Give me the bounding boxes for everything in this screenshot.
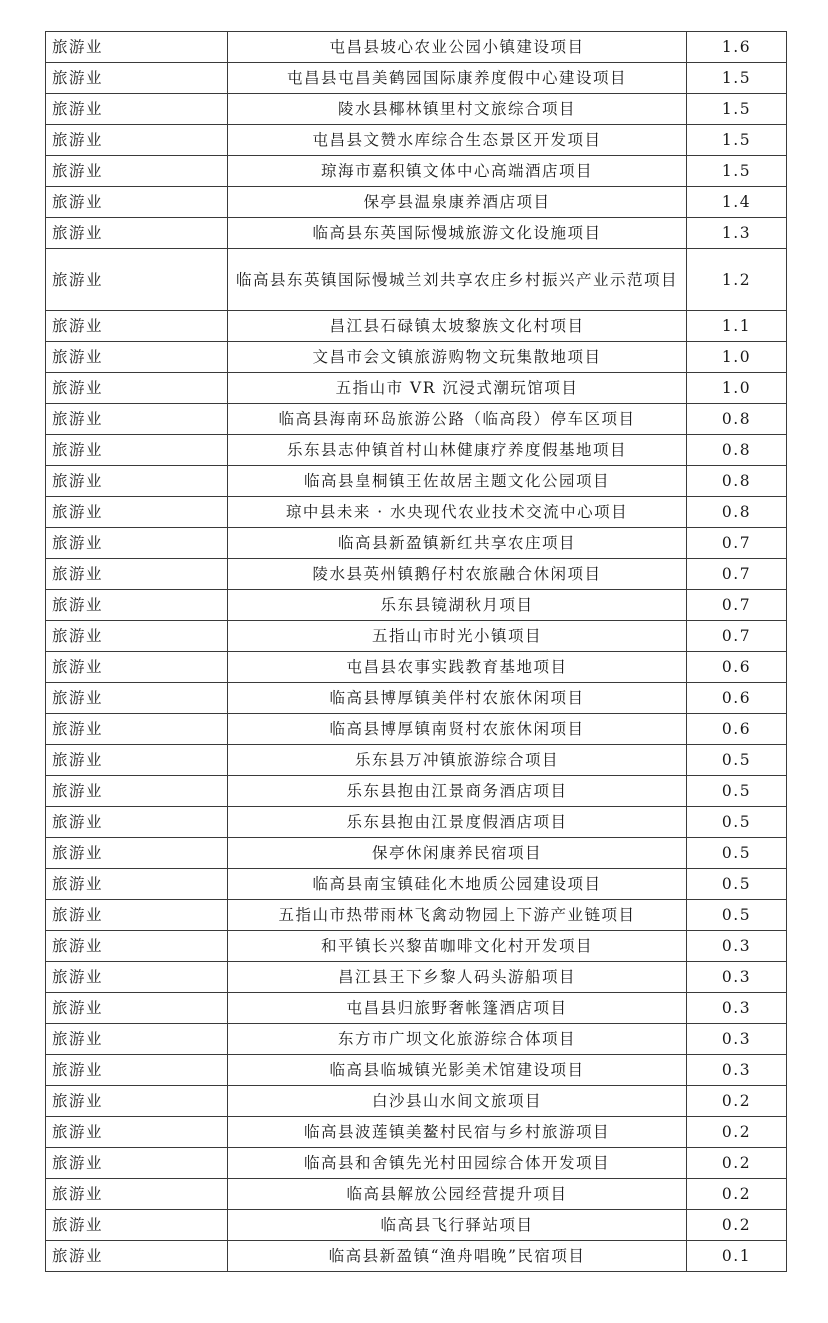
investment-cell: 1.6 xyxy=(687,32,787,63)
project-name-cell: 临高县东英国际慢城旅游文化设施项目 xyxy=(228,218,687,249)
project-name-cell: 临高县博厚镇南贤村农旅休闲项目 xyxy=(228,714,687,745)
table-body xyxy=(46,32,787,1272)
industry-cell: 旅游业 xyxy=(46,1117,228,1148)
table-row xyxy=(46,94,787,125)
investment-cell: 0.2 xyxy=(687,1210,787,1241)
project-list-document xyxy=(45,31,786,1272)
table-row xyxy=(46,218,787,249)
investment-cell: 1.5 xyxy=(687,63,787,94)
table-row xyxy=(46,652,787,683)
investment-cell: 0.7 xyxy=(687,621,787,652)
industry-cell: 旅游业 xyxy=(46,1148,228,1179)
investment-cell: 0.7 xyxy=(687,559,787,590)
investment-cell: 0.7 xyxy=(687,528,787,559)
project-name-cell: 陵水县英州镇鹅仔村农旅融合休闲项目 xyxy=(228,559,687,590)
industry-cell: 旅游业 xyxy=(46,187,228,218)
investment-cell: 1.4 xyxy=(687,187,787,218)
table-row xyxy=(46,1241,787,1272)
table-row xyxy=(46,838,787,869)
industry-cell: 旅游业 xyxy=(46,63,228,94)
investment-cell: 0.7 xyxy=(687,590,787,621)
table-row xyxy=(46,621,787,652)
project-name-cell: 临高县波莲镇美鳌村民宿与乡村旅游项目 xyxy=(228,1117,687,1148)
project-name-cell: 临高县博厚镇美伴村农旅休闲项目 xyxy=(228,683,687,714)
project-name-cell: 白沙县山水间文旅项目 xyxy=(228,1086,687,1117)
table-row xyxy=(46,714,787,745)
industry-cell: 旅游业 xyxy=(46,156,228,187)
table-row xyxy=(46,590,787,621)
industry-cell: 旅游业 xyxy=(46,466,228,497)
table-row xyxy=(46,435,787,466)
industry-cell: 旅游业 xyxy=(46,1210,228,1241)
industry-cell: 旅游业 xyxy=(46,652,228,683)
table-row xyxy=(46,1179,787,1210)
table-row xyxy=(46,993,787,1024)
industry-cell: 旅游业 xyxy=(46,745,228,776)
project-name-cell: 和平镇长兴黎苗咖啡文化村开发项目 xyxy=(228,931,687,962)
investment-cell: 1.1 xyxy=(687,311,787,342)
industry-cell: 旅游业 xyxy=(46,125,228,156)
project-name-cell: 文昌市会文镇旅游购物文玩集散地项目 xyxy=(228,342,687,373)
table-row xyxy=(46,63,787,94)
project-name-cell: 屯昌县农事实践教育基地项目 xyxy=(228,652,687,683)
industry-cell: 旅游业 xyxy=(46,94,228,125)
project-name-cell: 临高县解放公园经营提升项目 xyxy=(228,1179,687,1210)
investment-cell: 1.5 xyxy=(687,125,787,156)
table-row xyxy=(46,776,787,807)
project-name-cell: 琼中县未来 · 水央现代农业技术交流中心项目 xyxy=(228,497,687,528)
investment-cell: 0.5 xyxy=(687,900,787,931)
investment-cell: 0.8 xyxy=(687,435,787,466)
industry-cell: 旅游业 xyxy=(46,1179,228,1210)
industry-cell: 旅游业 xyxy=(46,776,228,807)
project-name-cell: 五指山市 VR 沉浸式潮玩馆项目 xyxy=(228,373,687,404)
investment-cell: 0.3 xyxy=(687,962,787,993)
industry-cell: 旅游业 xyxy=(46,1024,228,1055)
investment-cell: 0.6 xyxy=(687,652,787,683)
investment-cell: 0.8 xyxy=(687,497,787,528)
project-name-cell: 乐东县抱由江景度假酒店项目 xyxy=(228,807,687,838)
project-name-cell: 屯昌县屯昌美鹤园国际康养度假中心建设项目 xyxy=(228,63,687,94)
table-row xyxy=(46,156,787,187)
project-name-cell: 临高县临城镇光影美术馆建设项目 xyxy=(228,1055,687,1086)
project-name-cell: 临高县皇桐镇王佐故居主题文化公园项目 xyxy=(228,466,687,497)
investment-cell: 0.6 xyxy=(687,683,787,714)
investment-cell: 0.2 xyxy=(687,1148,787,1179)
investment-cell: 0.1 xyxy=(687,1241,787,1272)
investment-cell: 0.2 xyxy=(687,1117,787,1148)
project-name-cell: 五指山市时光小镇项目 xyxy=(228,621,687,652)
investment-cell: 1.0 xyxy=(687,373,787,404)
industry-cell: 旅游业 xyxy=(46,1086,228,1117)
table-row xyxy=(46,807,787,838)
investment-cell: 0.3 xyxy=(687,1055,787,1086)
industry-cell: 旅游业 xyxy=(46,714,228,745)
table-row xyxy=(46,466,787,497)
industry-cell: 旅游业 xyxy=(46,900,228,931)
investment-cell: 0.8 xyxy=(687,466,787,497)
project-name-cell: 屯昌县坡心农业公园小镇建设项目 xyxy=(228,32,687,63)
table-row xyxy=(46,1086,787,1117)
project-name-cell: 保亭休闲康养民宿项目 xyxy=(228,838,687,869)
industry-cell: 旅游业 xyxy=(46,621,228,652)
industry-cell: 旅游业 xyxy=(46,1055,228,1086)
project-name-cell: 保亭县温泉康养酒店项目 xyxy=(228,187,687,218)
table-row xyxy=(46,497,787,528)
investment-cell: 1.5 xyxy=(687,94,787,125)
investment-cell: 1.0 xyxy=(687,342,787,373)
industry-cell: 旅游业 xyxy=(46,590,228,621)
table-row xyxy=(46,187,787,218)
industry-cell: 旅游业 xyxy=(46,559,228,590)
project-name-cell: 临高县和舍镇先光村田园综合体开发项目 xyxy=(228,1148,687,1179)
industry-cell: 旅游业 xyxy=(46,993,228,1024)
industry-cell: 旅游业 xyxy=(46,342,228,373)
industry-cell: 旅游业 xyxy=(46,683,228,714)
table-row xyxy=(46,869,787,900)
project-name-cell: 东方市广坝文化旅游综合体项目 xyxy=(228,1024,687,1055)
industry-cell: 旅游业 xyxy=(46,962,228,993)
table-row xyxy=(46,1210,787,1241)
industry-cell: 旅游业 xyxy=(46,404,228,435)
table-row xyxy=(46,1148,787,1179)
table-row xyxy=(46,125,787,156)
investment-cell: 1.2 xyxy=(687,249,787,311)
investment-cell: 0.5 xyxy=(687,838,787,869)
table-row xyxy=(46,1055,787,1086)
table-row xyxy=(46,683,787,714)
investment-cell: 0.2 xyxy=(687,1179,787,1210)
project-name-cell: 琼海市嘉积镇文体中心高端酒店项目 xyxy=(228,156,687,187)
investment-cell: 1.5 xyxy=(687,156,787,187)
project-table xyxy=(45,31,787,1272)
industry-cell: 旅游业 xyxy=(46,373,228,404)
project-name-cell: 临高县新盈镇新红共享农庄项目 xyxy=(228,528,687,559)
table-row xyxy=(46,900,787,931)
industry-cell: 旅游业 xyxy=(46,838,228,869)
investment-cell: 0.6 xyxy=(687,714,787,745)
investment-cell: 0.3 xyxy=(687,1024,787,1055)
investment-cell: 0.5 xyxy=(687,869,787,900)
industry-cell: 旅游业 xyxy=(46,497,228,528)
project-name-cell: 乐东县万冲镇旅游综合项目 xyxy=(228,745,687,776)
industry-cell: 旅游业 xyxy=(46,218,228,249)
table-row xyxy=(46,311,787,342)
project-name-cell: 乐东县镜湖秋月项目 xyxy=(228,590,687,621)
industry-cell: 旅游业 xyxy=(46,869,228,900)
project-name-cell: 五指山市热带雨林飞禽动物园上下游产业链项目 xyxy=(228,900,687,931)
industry-cell: 旅游业 xyxy=(46,32,228,63)
project-name-cell: 临高县新盈镇“渔舟唱晚”民宿项目 xyxy=(228,1241,687,1272)
table-row xyxy=(46,559,787,590)
investment-cell: 0.8 xyxy=(687,404,787,435)
table-row xyxy=(46,342,787,373)
table-row xyxy=(46,404,787,435)
project-name-cell: 临高县东英镇国际慢城兰刘共享农庄乡村振兴产业示范项目 xyxy=(228,249,687,311)
table-row xyxy=(46,528,787,559)
investment-cell: 0.5 xyxy=(687,807,787,838)
investment-cell: 0.3 xyxy=(687,993,787,1024)
industry-cell: 旅游业 xyxy=(46,435,228,466)
table-row xyxy=(46,745,787,776)
table-row xyxy=(46,1117,787,1148)
table-row xyxy=(46,931,787,962)
project-name-cell: 乐东县抱由江景商务酒店项目 xyxy=(228,776,687,807)
investment-cell: 0.5 xyxy=(687,745,787,776)
project-name-cell: 屯昌县归旅野奢帐篷酒店项目 xyxy=(228,993,687,1024)
project-name-cell: 昌江县石碌镇太坡黎族文化村项目 xyxy=(228,311,687,342)
project-name-cell: 屯昌县文赞水库综合生态景区开发项目 xyxy=(228,125,687,156)
project-name-cell: 临高县南宝镇硅化木地质公园建设项目 xyxy=(228,869,687,900)
project-name-cell: 临高县海南环岛旅游公路（临高段）停车区项目 xyxy=(228,404,687,435)
industry-cell: 旅游业 xyxy=(46,931,228,962)
industry-cell: 旅游业 xyxy=(46,311,228,342)
table-row xyxy=(46,249,787,311)
project-name-cell: 临高县飞行驿站项目 xyxy=(228,1210,687,1241)
table-row xyxy=(46,32,787,63)
investment-cell: 0.2 xyxy=(687,1086,787,1117)
project-name-cell: 昌江县王下乡黎人码头游船项目 xyxy=(228,962,687,993)
table-row xyxy=(46,962,787,993)
table-row xyxy=(46,373,787,404)
table-row xyxy=(46,1024,787,1055)
industry-cell: 旅游业 xyxy=(46,807,228,838)
project-name-cell: 陵水县椰林镇里村文旅综合项目 xyxy=(228,94,687,125)
investment-cell: 0.3 xyxy=(687,931,787,962)
investment-cell: 0.5 xyxy=(687,776,787,807)
project-name-cell: 乐东县志仲镇首村山林健康疗养度假基地项目 xyxy=(228,435,687,466)
industry-cell: 旅游业 xyxy=(46,249,228,311)
investment-cell: 1.3 xyxy=(687,218,787,249)
industry-cell: 旅游业 xyxy=(46,1241,228,1272)
industry-cell: 旅游业 xyxy=(46,528,228,559)
